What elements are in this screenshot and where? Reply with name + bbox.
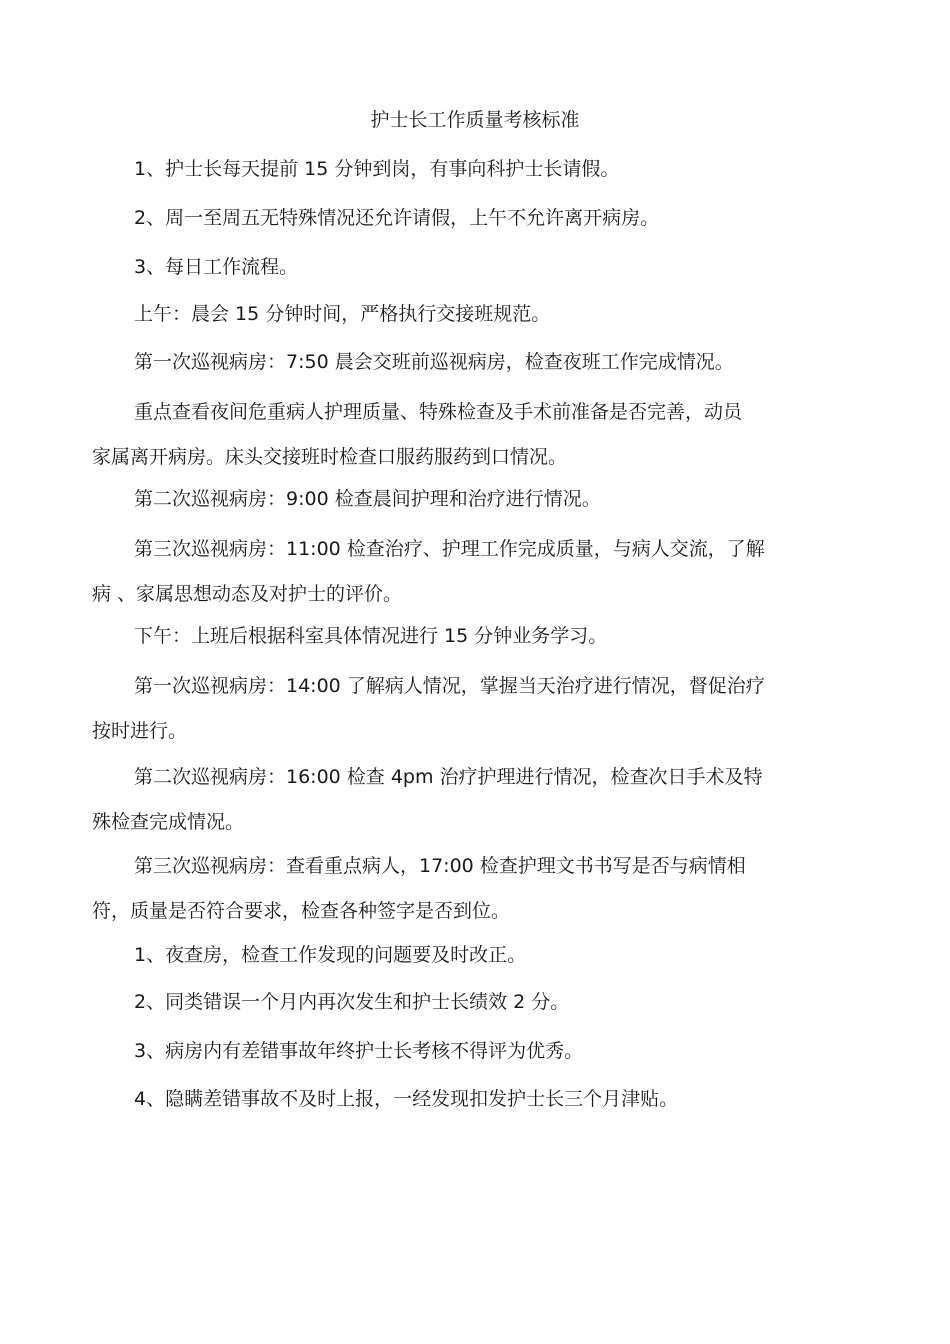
paragraph-line: 第三次巡视病房：查看重点病人，17:00 检查护理文书书写是否与病情相 (134, 855, 746, 877)
paragraph (92, 196, 867, 241)
paragraph-line: 4、隐瞒差错事故不及时上报，一经发现扣发护士长三个月津贴。 (134, 1088, 679, 1110)
paragraph-line: 重点查看夜间危重病人护理质量、特殊检查及手术前准备是否完善，动员 (134, 401, 743, 423)
paragraph (92, 477, 867, 522)
paragraph-line: 病 、家属思想动态及对护士的评价。 (92, 583, 403, 605)
paragraph-line: 2、同类错误一个月内再次发生和护士长绩效 2 分。 (134, 991, 570, 1013)
paragraph-line: 第三次巡视病房：11:00 检查治疗、护理工作完成质量，与病人交流，了解 (134, 538, 765, 560)
paragraph (92, 147, 867, 192)
paragraph (92, 844, 867, 934)
paragraph-line: 1、护士长每天提前 15 分钟到岗，有事向科护士长请假。 (134, 158, 620, 180)
paragraph-line: 家属离开病房。床头交接班时检查口服药服药到口情况。 (92, 446, 568, 468)
paragraph (92, 1029, 867, 1074)
paragraph-line: 第一次巡视病房：14:00 了解病人情况，掌握当天治疗进行情况，督促治疗 (134, 675, 765, 697)
paragraph (92, 390, 867, 480)
paragraph-line: 第二次巡视病房：16:00 检查 4pm 治疗护理进行情况，检查次日手术及特 (134, 766, 763, 788)
paragraph-line: 按时进行。 (92, 720, 188, 742)
paragraph (92, 292, 867, 337)
paragraph-line: 2、周一至周五无特殊情况还允许请假，上午不允许离开病房。 (134, 207, 660, 229)
paragraph-line: 3、每日工作流程。 (134, 256, 299, 278)
paragraph-line: 上午：晨会 15 分钟时间，严格执行交接班规范。 (134, 303, 551, 325)
paragraph-line: 3、病房内有差错事故年终护士长考核不得评为优秀。 (134, 1040, 584, 1062)
paragraph (92, 340, 867, 385)
document-title: 护士长工作质量考核标准 (370, 109, 580, 131)
paragraph (92, 1077, 867, 1122)
paragraph-line: 殊检查完成情况。 (92, 811, 245, 833)
paragraph (92, 755, 867, 845)
paragraph (92, 933, 867, 978)
paragraph (92, 614, 867, 659)
paragraph-line: 符，质量是否符合要求，检查各种签字是否到位。 (92, 900, 511, 922)
paragraph (92, 245, 867, 290)
paragraph (92, 980, 867, 1025)
paragraph-line: 下午：上班后根据科室具体情况进行 15 分钟业务学习。 (134, 625, 608, 647)
paragraph-line: 第二次巡视病房：9:00 检查晨间护理和治疗进行情况。 (134, 488, 601, 510)
paragraph-line: 1、夜查房，检查工作发现的问题要及时改正。 (134, 944, 527, 966)
paragraph (92, 664, 867, 754)
paragraph (92, 527, 867, 617)
paragraph-line: 第一次巡视病房：7:50 晨会交班前巡视病房，检查夜班工作完成情况。 (134, 351, 734, 373)
